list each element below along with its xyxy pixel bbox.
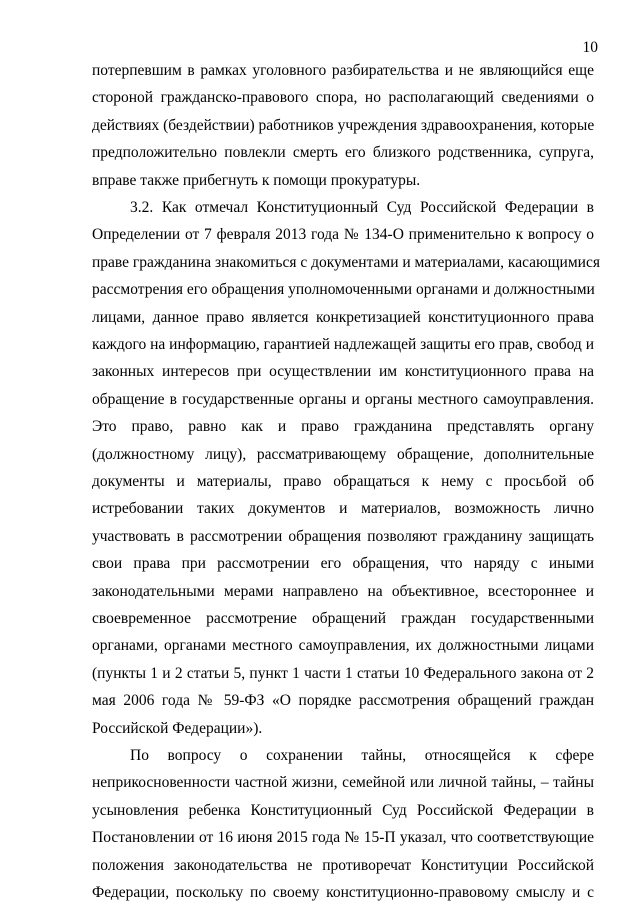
text-line: Постановлении от 16 июня 2015 года № 15-П указал, что соответствующие (92, 829, 594, 846)
text-line: По вопросу о сохранении тайны, относящейся к сфере (130, 747, 594, 764)
text-line: предположительно повлекли смерть его близкого родственника, супруга, (92, 144, 594, 161)
text-line: каждого на информацию, гарантией надлежащей защиты его прав, свобод и (92, 336, 594, 353)
text-line: (должностному лицу), рассматривающему обращение, дополнительные (92, 446, 594, 463)
text-line: рассмотрения его обращения уполномоченными органами и должностными (92, 281, 595, 298)
text-line: свои права при рассмотрении его обращения, что наряду с иными (92, 555, 594, 572)
text-line: законных интересов при осуществлении им конституционного права на (92, 363, 594, 380)
text-line: 3.2. Как отмечал Конституционный Суд Российской Федерации в (130, 199, 594, 216)
page-number: 10 (582, 39, 598, 56)
text-line: (пункты 1 и 2 статьи 5, пункт 1 части 1 статьи 10 Федерального закона от 2 (92, 665, 594, 682)
text-line: неприкосновенности частной жизни, семейной или личной тайны, – тайны (92, 774, 594, 791)
text-line: Определении от 7 февраля 2013 года № 134-О применительно к вопросу о (92, 226, 594, 243)
text-line: усыновления ребенка Конституционный Суд Российской Федерации в (92, 802, 594, 819)
text-line: действиях (бездействии) работников учреждения здравоохранения, которые (92, 117, 595, 134)
text-line: документы и материалы, право обращаться к нему с просьбой об (92, 473, 594, 490)
text-line: стороной гражданско-правового спора, но располагающий сведениями о (92, 89, 594, 106)
text-line: своевременное рассмотрение обращений граждан государственными (92, 610, 594, 627)
text-line: потерпевшим в рамках уголовного разбирательства и не являющийся еще (92, 62, 594, 79)
text-line: Это право, равно как и право гражданина представлять органу (92, 418, 594, 435)
text-line: Российской Федерации»). (92, 720, 263, 737)
text-line: положения законодательства не противоречат Конституции Российской (92, 857, 594, 874)
text-line: участвовать в рассмотрении обращения позволяют гражданину защищать (92, 528, 594, 545)
text-line: законодательными мерами направлено на объективное, всестороннее и (92, 583, 594, 600)
text-line: вправе также прибегнуть к помощи прокуратуры. (92, 172, 421, 189)
text-line: мая 2006 года № 59-ФЗ «О порядке рассмотрения обращений граждан (92, 692, 594, 709)
text-line: лицами, данное право является конкретизацией конституционного права (92, 309, 594, 326)
text-line: органами, органами местного самоуправления, их должностными лицами (92, 637, 594, 654)
text-line: Федерации, поскольку по своему конституционно-правовому смыслу и с (92, 884, 594, 901)
text-line: истребовании таких документов и материалов, возможность лично (92, 500, 594, 517)
text-line: обращение в государственные органы и органы местного самоуправления. (92, 391, 594, 408)
text-line: праве гражданина знакомиться с документами и материалами, касающимися (92, 254, 600, 271)
